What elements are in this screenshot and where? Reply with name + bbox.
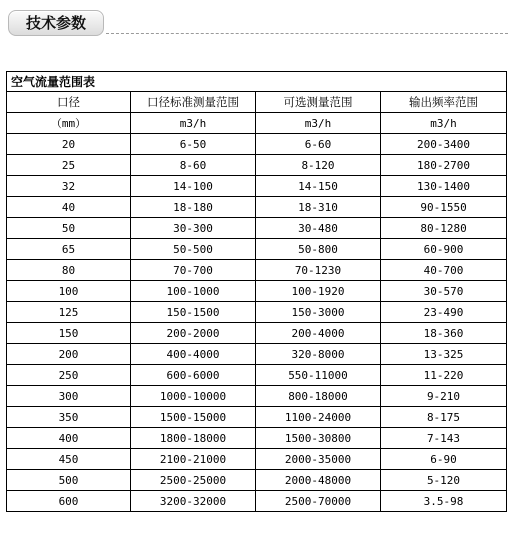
header-cell: 口径 — [7, 92, 131, 113]
table-cell: 40 — [7, 197, 131, 218]
table-row — [7, 491, 507, 512]
table-cell: 50 — [7, 218, 131, 239]
table-cell: 100-1000 — [131, 281, 256, 302]
table-row — [7, 449, 507, 470]
table-cell: 40-700 — [381, 260, 507, 281]
table-cell: 14-100 — [131, 176, 256, 197]
table-cell: 1500-15000 — [131, 407, 256, 428]
table-cell: 150-3000 — [256, 302, 381, 323]
table-cell: 30-480 — [256, 218, 381, 239]
table-cell: 25 — [7, 155, 131, 176]
table-cell: 150 — [7, 323, 131, 344]
table-cell: 150-1500 — [131, 302, 256, 323]
table-row — [7, 134, 507, 155]
table-cell: 3200-32000 — [131, 491, 256, 512]
table-row — [7, 197, 507, 218]
table-cell: 11-220 — [381, 365, 507, 386]
table-cell: 8-60 — [131, 155, 256, 176]
table-cell: 130-1400 — [381, 176, 507, 197]
table-cell: 1800-18000 — [131, 428, 256, 449]
table-cell: 400-4000 — [131, 344, 256, 365]
table-cell: 30-570 — [381, 281, 507, 302]
table-cell: 20 — [7, 134, 131, 155]
table-cell: 18-310 — [256, 197, 381, 218]
table-row — [7, 365, 507, 386]
table-cell: 32 — [7, 176, 131, 197]
table-cell: 2100-21000 — [131, 449, 256, 470]
table-cell: 550-11000 — [256, 365, 381, 386]
table-cell: 500 — [7, 470, 131, 491]
unit-cell: m3/h — [381, 113, 507, 134]
table-cell: 350 — [7, 407, 131, 428]
table-cell: 200 — [7, 344, 131, 365]
table-cell: 125 — [7, 302, 131, 323]
table-row — [7, 470, 507, 491]
table-cell: 600 — [7, 491, 131, 512]
table-cell: 13-325 — [381, 344, 507, 365]
table-cell: 9-210 — [381, 386, 507, 407]
air-flow-range-table — [6, 71, 507, 512]
table-row — [7, 281, 507, 302]
table-cell: 250 — [7, 365, 131, 386]
table-cell: 70-1230 — [256, 260, 381, 281]
table-cell: 18-180 — [131, 197, 256, 218]
table-cell: 600-6000 — [131, 365, 256, 386]
table-row — [7, 323, 507, 344]
table-cell: 6-50 — [131, 134, 256, 155]
table-cell: 6-90 — [381, 449, 507, 470]
table-cell: 50-500 — [131, 239, 256, 260]
table-cell: 800-18000 — [256, 386, 381, 407]
table-cell: 7-143 — [381, 428, 507, 449]
table-cell: 50-800 — [256, 239, 381, 260]
table-cell: 180-2700 — [381, 155, 507, 176]
table-row — [7, 428, 507, 449]
table-row — [7, 260, 507, 281]
header-cell: 输出频率范围 — [381, 92, 507, 113]
table-row — [7, 407, 507, 428]
table-cell: 1100-24000 — [256, 407, 381, 428]
table-row — [7, 344, 507, 365]
table-cell: 60-900 — [381, 239, 507, 260]
table-cell: 80 — [7, 260, 131, 281]
table-cell: 100-1920 — [256, 281, 381, 302]
table-cell: 6-60 — [256, 134, 381, 155]
header-cell: 口径标准测量范围 — [131, 92, 256, 113]
unit-cell: m3/h — [131, 113, 256, 134]
table-cell: 8-120 — [256, 155, 381, 176]
section-title-tab: 技术参数 — [8, 10, 104, 36]
table-row — [7, 302, 507, 323]
table-row — [7, 218, 507, 239]
section-header — [8, 10, 508, 38]
table-cell: 300 — [7, 386, 131, 407]
table-cell: 8-175 — [381, 407, 507, 428]
table-units-row — [7, 113, 507, 134]
table-cell: 30-300 — [131, 218, 256, 239]
table-cell: 14-150 — [256, 176, 381, 197]
table-cell: 2500-25000 — [131, 470, 256, 491]
table-row — [7, 386, 507, 407]
table-cell: 1000-10000 — [131, 386, 256, 407]
table-cell: 450 — [7, 449, 131, 470]
unit-cell: m3/h — [256, 113, 381, 134]
table-cell: 80-1280 — [381, 218, 507, 239]
table-cell: 18-360 — [381, 323, 507, 344]
table-cell: 400 — [7, 428, 131, 449]
header-cell: 可选测量范围 — [256, 92, 381, 113]
table-cell: 5-120 — [381, 470, 507, 491]
table-cell: 100 — [7, 281, 131, 302]
table-title: 空气流量范围表 — [7, 72, 507, 92]
table-cell: 200-3400 — [381, 134, 507, 155]
table-cell: 200-4000 — [256, 323, 381, 344]
table-row — [7, 176, 507, 197]
table-cell: 2000-48000 — [256, 470, 381, 491]
table-cell: 65 — [7, 239, 131, 260]
table-cell: 23-490 — [381, 302, 507, 323]
table-row — [7, 239, 507, 260]
table-cell: 90-1550 — [381, 197, 507, 218]
table-cell: 2500-70000 — [256, 491, 381, 512]
dashed-divider — [106, 33, 508, 34]
table-header-row — [7, 92, 507, 113]
unit-cell: （mm） — [7, 113, 131, 134]
table-row — [7, 155, 507, 176]
table-cell: 2000-35000 — [256, 449, 381, 470]
table-cell: 70-700 — [131, 260, 256, 281]
table-cell: 200-2000 — [131, 323, 256, 344]
table-cell: 3.5-98 — [381, 491, 507, 512]
table-cell: 320-8000 — [256, 344, 381, 365]
table-cell: 1500-30800 — [256, 428, 381, 449]
